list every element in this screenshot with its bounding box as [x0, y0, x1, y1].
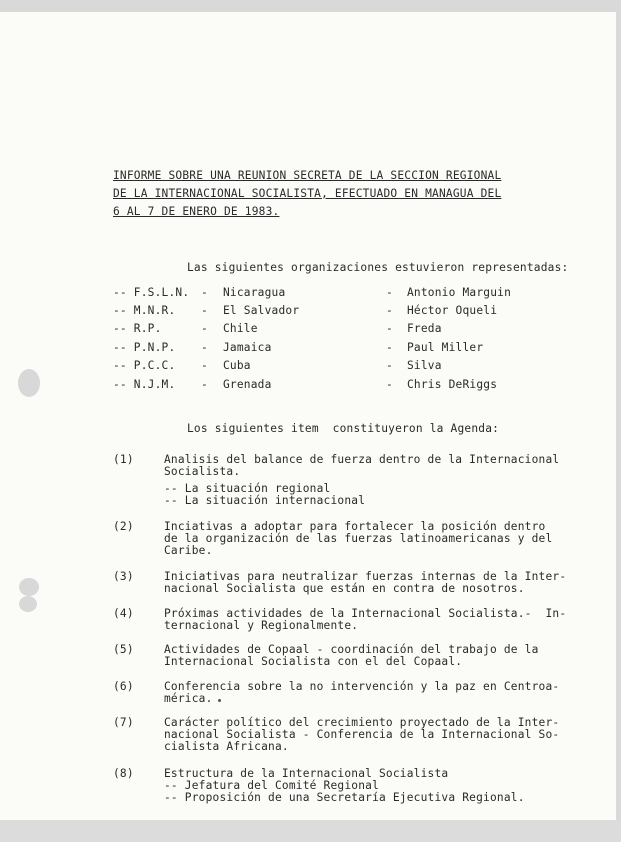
organizations-intro: Las siguientes organizaciones estuvieron representadas: [187, 261, 569, 274]
org-representative: Freda [407, 322, 442, 335]
org-abbr: -- F.S.L.N. [113, 286, 190, 299]
agenda-item-line: Actividades de Copaal - coordinación del trabajo de la [164, 643, 539, 656]
dash: - [201, 322, 208, 335]
dash: - [386, 378, 393, 391]
agenda-item-line: Próximas actividades de la Internacional Socialista.- In- [164, 607, 567, 620]
agenda-item-line: -- Jefatura del Comité Regional [164, 779, 379, 792]
agenda-item-line: Analisis del balance de fuerza dentro de la Internacional [164, 453, 560, 466]
agenda-item-number: (8) [113, 767, 134, 780]
org-abbr: -- P.C.C. [113, 359, 176, 372]
org-representative: Chris DeRiggs [407, 378, 498, 391]
org-representative: Héctor Oqueli [407, 304, 498, 317]
org-representative: Paul Miller [407, 341, 484, 354]
dash: - [386, 322, 393, 335]
agenda-item-line: Conferencia sobre la no intervención y la paz en Centroa- [164, 680, 560, 693]
scan-border [0, 820, 621, 842]
org-country: Jamaica [223, 341, 272, 354]
title-line-2: DE LA INTERNACIONAL SOCIALISTA, EFECTUADO EN MANAGUA DEL [113, 187, 502, 200]
agenda-item-line: cialista Africana. [164, 740, 289, 753]
dash: - [201, 378, 208, 391]
agenda-item-line: nacional Socialista que están en contra de nosotros. [164, 582, 525, 595]
agenda-item-line: Iniciativas para neutralizar fuerzas internas de la Inter- [164, 570, 567, 583]
agenda-item-line: nacional Socialista - Conferencia de la Internacional So- [164, 728, 560, 741]
agenda-item-line: -- La situación internacional [164, 494, 366, 507]
title-line-1: INFORME SOBRE UNA REUNION SECRETA DE LA SECCION REGIONAL [113, 169, 502, 182]
agenda-item-line: Socialista. [164, 465, 241, 478]
agenda-item-line: Internacional Socialista con el del Copaal. [164, 655, 463, 668]
agenda-item-number: (7) [113, 716, 134, 729]
document-page [0, 12, 616, 820]
agenda-item-number: (4) [113, 607, 134, 620]
org-abbr: -- R.P. [113, 322, 162, 335]
org-country: Nicaragua [223, 286, 286, 299]
agenda-item-line: -- La situación regional [164, 482, 331, 495]
org-country: Cuba [223, 359, 251, 372]
title-line-3: 6 AL 7 DE ENERO DE 1983. [113, 205, 280, 218]
agenda-item-number: (3) [113, 570, 134, 583]
agenda-intro: Los siguientes item constituyeron la Agenda: [187, 422, 500, 435]
org-country: El Salvador [223, 304, 300, 317]
org-representative: Silva [407, 359, 442, 372]
org-abbr: -- M.N.R. [113, 304, 176, 317]
org-representative: Antonio Marguin [407, 286, 512, 299]
agenda-item-number: (1) [113, 453, 134, 466]
dash: - [201, 304, 208, 317]
dash: - [386, 341, 393, 354]
agenda-item-number: (5) [113, 643, 134, 656]
stray-mark [218, 699, 221, 702]
dash: - [201, 359, 208, 372]
dash: - [201, 341, 208, 354]
agenda-item-line: -- Proposición de una Secretaría Ejecutiva Regional. [164, 791, 525, 804]
agenda-item-number: (6) [113, 680, 134, 693]
dash: - [201, 286, 208, 299]
agenda-item-line: Caribe. [164, 544, 213, 557]
agenda-item-line: Estructura de la Internacional Socialista [164, 767, 449, 780]
agenda-item-number: (2) [113, 520, 134, 533]
agenda-item-line: Carácter político del crecimiento proyectado de la Inter- [164, 716, 560, 729]
agenda-item-line: de la organización de las fuerzas latinoamericanas y del [164, 532, 553, 545]
org-country: Grenada [223, 378, 272, 391]
agenda-item-line: Inciativas a adoptar para fortalecer la posición dentro [164, 520, 546, 533]
org-abbr: -- N.J.M. [113, 378, 176, 391]
org-country: Chile [223, 322, 258, 335]
dash: - [386, 359, 393, 372]
agenda-item-line: ternacional y Regionalmente. [164, 619, 359, 632]
punch-hole [18, 369, 40, 397]
punch-hole [19, 596, 37, 612]
agenda-item-line: mérica. [164, 692, 213, 705]
dash: - [386, 286, 393, 299]
punch-hole [19, 578, 39, 596]
org-abbr: -- P.N.P. [113, 341, 176, 354]
dash: - [386, 304, 393, 317]
